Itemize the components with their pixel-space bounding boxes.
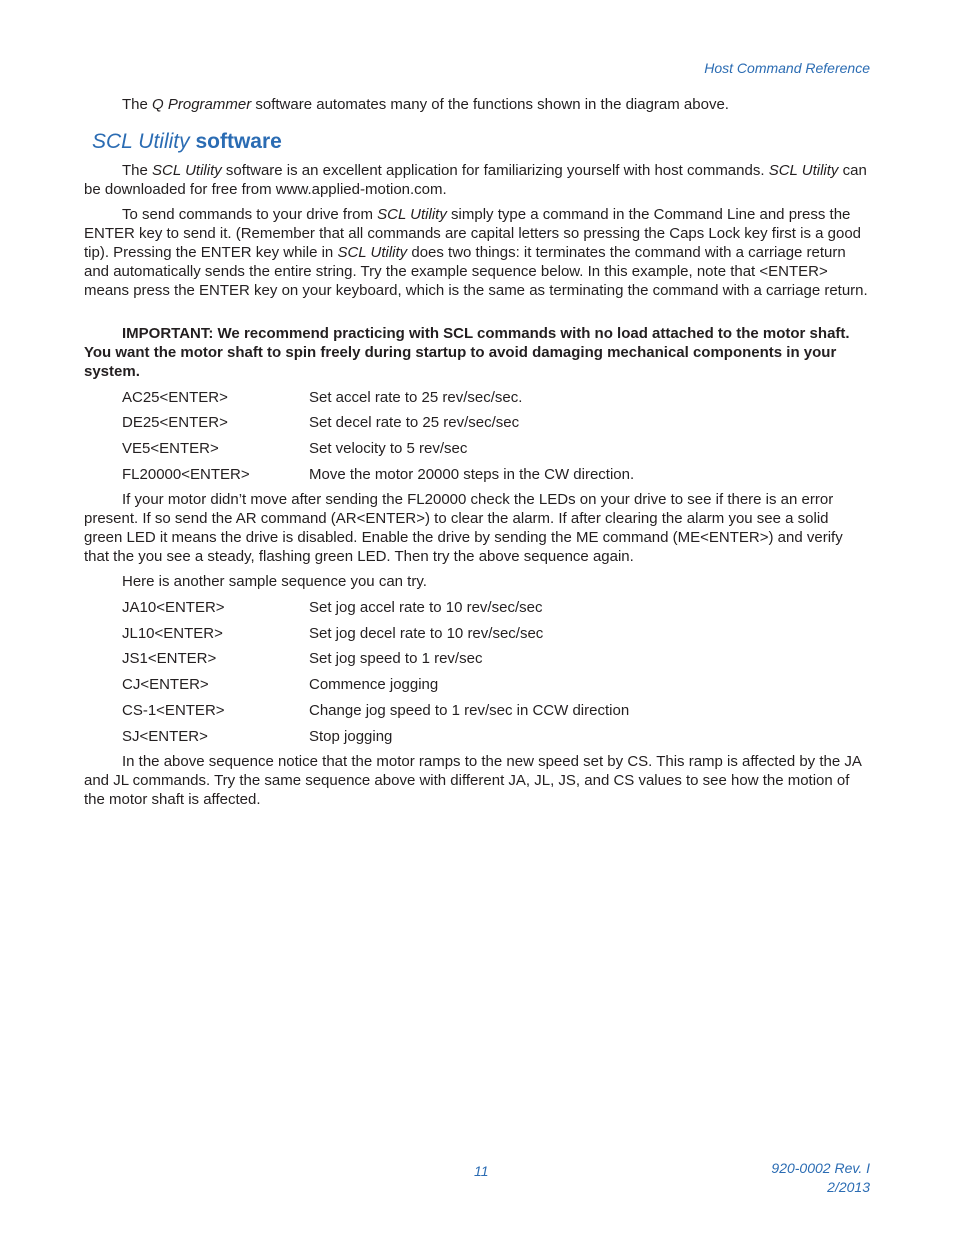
command-row [122,388,870,407]
command-code: SJ<ENTER> [122,728,208,745]
doc-date: 2/2013 [827,1179,870,1195]
command-row [122,727,870,746]
command-description: Set decel rate to 25 rev/sec/sec [309,414,520,431]
command-row [122,465,870,484]
command-code: JA10<ENTER> [122,599,225,616]
doc-number: 920-0002 Rev. I [771,1160,870,1176]
command-code: JL10<ENTER> [122,625,223,642]
command-description: Set jog decel rate to 10 rev/sec/sec [309,625,544,642]
paragraph-send-commands: To send commands to your drive from SCL Utility simply type a command in the Command Line and press the ENTER key to send it. (Remember that all commands are capital letters so pressing the Caps Lock key first is a good tip). Pressing the ENTER key while in SCL Utility does two things: it terminates the command with a carriage return and automatically sends the entire string. Try the example sequence below. In this example, note that <ENTER> means press the ENTER key on your keyboard, which is the same as terminating the command with a carriage return. [84,206,868,299]
paragraph-another-sequence: Here is another sample sequence you can try. [122,573,427,590]
command-description: Move the motor 20000 steps in the CW direction. [309,466,635,483]
paragraph-ramp-notice: In the above sequence notice that the motor ramps to the new speed set by CS. This ramp is affected by the JA and JL commands. Try the same sequence above with different JA, JL, JS, and CS values to see how the motion of the motor shaft is affected. [84,753,862,808]
important-note: IMPORTANT: We recommend practicing with SCL commands with no load attached to the motor shaft. You want the motor shaft to spin freely during startup to avoid damaging mechanical components in your system. [84,325,850,380]
command-description: Change jog speed to 1 rev/sec in CCW direction [309,702,630,719]
command-code: CS-1<ENTER> [122,702,225,719]
intro-paragraph: The Q Programmer software automates many of the functions shown in the diagram above. [122,96,729,113]
command-row [122,598,870,617]
page-number: 11 [474,1163,489,1179]
document-id [771,1159,870,1197]
command-row [122,624,870,643]
command-code: AC25<ENTER> [122,389,228,406]
command-description: Set accel rate to 25 rev/sec/sec. [309,389,523,406]
command-description: Commence jogging [309,676,439,693]
paragraph-troubleshoot: If your motor didn’t move after sending the FL20000 check the LEDs on your drive to see if there is an error present. If so send the AR command (AR<ENTER>) to clear the alarm. If after clearing the alarm you see a solid green LED it means the drive is disabled. Enable the drive by sending the ME command (ME<ENTER>) and verify that the you see a steady, flashing green LED. Then try the above sequence again. [84,491,843,565]
paragraph-scl-intro: The SCL Utility software is an excellent application for familiarizing yourself with host commands. SCL Utility can be downloaded for free from www.applied-motion.com. [84,162,867,198]
command-code: CJ<ENTER> [122,676,209,693]
command-description: Set velocity to 5 rev/sec [309,440,468,457]
command-row [122,413,870,432]
command-row [122,675,870,694]
command-code: JS1<ENTER> [122,650,217,667]
command-description: Set jog accel rate to 10 rev/sec/sec [309,599,543,616]
command-row [122,439,870,458]
command-row [122,701,870,720]
command-description: Set jog speed to 1 rev/sec [309,650,483,667]
command-code: DE25<ENTER> [122,414,228,431]
running-head: Host Command Reference [704,60,870,76]
command-code: FL20000<ENTER> [122,466,250,483]
document-page [84,0,870,1235]
section-heading: SCL Utility software [92,130,282,153]
command-description: Stop jogging [309,728,393,745]
command-row [122,649,870,668]
command-code: VE5<ENTER> [122,440,219,457]
